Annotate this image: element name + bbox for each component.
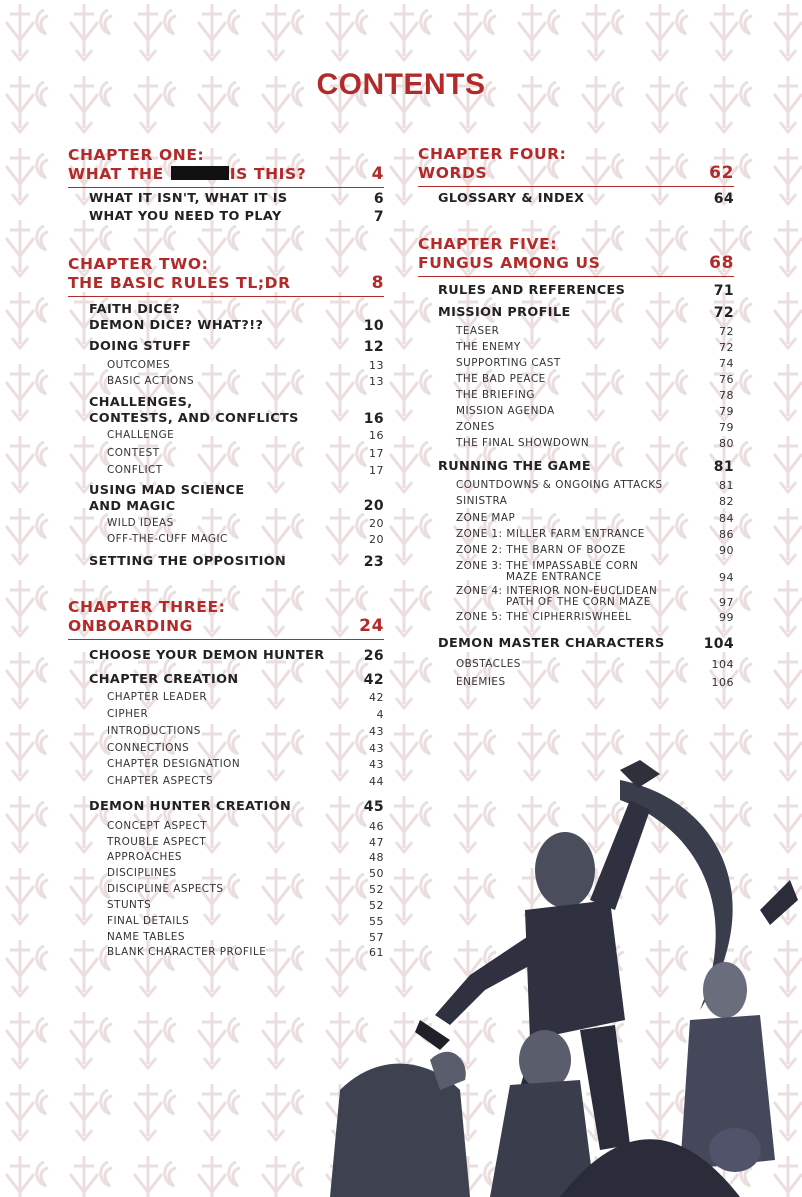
toc-subentry[interactable]: INTRODUCTIONS 43: [107, 725, 384, 738]
page-number: 68: [709, 253, 734, 273]
toc-entry[interactable]: DEMON MASTER CHARACTERS 104: [438, 636, 734, 652]
zombie-head: [709, 1128, 761, 1172]
toc-subentry[interactable]: ZONE 3: THE IMPASSABLE CORN MAZE ENTRANCE 94: [456, 560, 734, 584]
toc-subentry[interactable]: SINISTRA 82: [456, 495, 734, 508]
toc-subentry[interactable]: ZONE 2: THE BARN OF BOOZE 90: [456, 544, 734, 557]
toc-subentry[interactable]: TROUBLE ASPECT 47: [107, 836, 384, 849]
toc-subentry[interactable]: OUTCOMES 13: [107, 359, 384, 372]
toc-entry[interactable]: RUNNING THE GAME 81: [438, 459, 734, 475]
toc-subentry[interactable]: BLANK CHARACTER PROFILE 61: [107, 946, 384, 959]
divider: [68, 639, 384, 640]
toc-entry[interactable]: DOING STUFF 12: [89, 339, 384, 355]
chapter-label: CHAPTER FIVE:: [418, 235, 558, 253]
hero-arm-gun: [435, 935, 540, 1025]
chapter-label: CHAPTER THREE:: [68, 598, 226, 616]
toc-subentry[interactable]: DISCIPLINES 50: [107, 867, 384, 880]
toc-subentry[interactable]: FINAL DETAILS 55: [107, 915, 384, 928]
chapter-three-heading[interactable]: [68, 598, 384, 638]
toc-subentry[interactable]: CIPHER 4: [107, 708, 384, 721]
toc-subentry[interactable]: ZONE MAP 84: [456, 512, 734, 525]
toc-subentry[interactable]: NAME TABLES 57: [107, 931, 384, 944]
hero-arm: [590, 800, 650, 910]
toc-subentry[interactable]: WILD IDEAS 20: [107, 517, 384, 530]
zombie-head: [703, 962, 747, 1018]
toc-entry[interactable]: WHAT IT ISN'T, WHAT IT IS 6: [89, 191, 384, 207]
chapter-title: THE BASIC RULES TL;DR: [68, 274, 291, 292]
divider: [418, 186, 734, 187]
toc-entry[interactable]: CHALLENGES, CONTESTS, AND CONFLICTS 16: [89, 395, 384, 427]
chapter-title: WORDS: [418, 164, 488, 182]
page-number: 8: [371, 273, 384, 293]
toc-subentry[interactable]: THE BAD PEACE 76: [456, 373, 734, 386]
toc-subentry[interactable]: CHALLENGE 16: [107, 429, 384, 442]
divider: [418, 276, 734, 277]
toc-subentry[interactable]: THE ENEMY 72: [456, 341, 734, 354]
toc-subentry[interactable]: THE FINAL SHOWDOWN 80: [456, 437, 734, 450]
toc-subentry[interactable]: TEASER 72: [456, 325, 734, 338]
toc-subentry[interactable]: STUNTS 52: [107, 899, 384, 912]
toc-subentry[interactable]: THE BRIEFING 78: [456, 389, 734, 402]
chapter-one-heading[interactable]: [68, 146, 384, 186]
divider: [68, 296, 384, 297]
page-title: CONTENTS: [316, 68, 486, 101]
page-number: 24: [359, 616, 384, 636]
chapter-label: CHAPTER ONE:: [68, 146, 205, 164]
toc-subentry[interactable]: CHAPTER ASPECTS 44: [107, 775, 384, 788]
toc-subentry[interactable]: ZONE 1: MILLER FARM ENTRANCE 86: [456, 528, 734, 541]
zombie-head: [519, 1030, 571, 1090]
toc-subentry[interactable]: CONFLICT 17: [107, 464, 384, 477]
toc-subentry[interactable]: ENEMIES 106: [456, 676, 734, 689]
toc-entry[interactable]: FAITH DICE? DEMON DICE? WHAT?!? 10: [89, 302, 384, 334]
toc-entry[interactable]: SETTING THE OPPOSITION 23: [89, 554, 384, 570]
chapter-title: ONBOARDING: [68, 617, 193, 635]
page-number: 4: [371, 164, 384, 184]
toc-entry[interactable]: CHAPTER CREATION 42: [89, 672, 384, 688]
toc-subentry[interactable]: ZONES 79: [456, 421, 734, 434]
illustration-demon-hunter: [320, 760, 802, 1197]
toc-subentry[interactable]: APPROACHES 48: [107, 851, 384, 864]
chapter-title: WHAT THE IS THIS?: [68, 165, 307, 183]
gun-icon: [415, 1020, 450, 1050]
chapter-label: CHAPTER TWO:: [68, 255, 209, 273]
toc-subentry[interactable]: ZONE 5: THE CIPHERRISWHEEL 99: [456, 611, 734, 624]
chapter-two-heading[interactable]: [68, 255, 384, 295]
toc-subentry[interactable]: MISSION AGENDA 79: [456, 405, 734, 418]
toc-entry[interactable]: USING MAD SCIENCE AND MAGIC 20: [89, 483, 384, 514]
toc-subentry[interactable]: CONCEPT ASPECT 46: [107, 820, 384, 833]
toc-entry[interactable]: GLOSSARY & INDEX 64: [438, 191, 734, 207]
chapter-four-heading[interactable]: [418, 145, 734, 185]
toc-subentry[interactable]: CHAPTER DESIGNATION 43: [107, 758, 384, 771]
page-number: 62: [709, 163, 734, 183]
toc-subentry[interactable]: OFF-THE-CUFF MAGIC 20: [107, 533, 384, 546]
chapter-label: CHAPTER FOUR:: [418, 145, 567, 163]
toc-entry[interactable]: DEMON HUNTER CREATION 45: [89, 799, 384, 815]
chapter-title: FUNGUS AMONG US: [418, 254, 601, 272]
redaction-bar: [171, 166, 229, 180]
toc-subentry[interactable]: OBSTACLES 104: [456, 658, 734, 671]
toc-subentry[interactable]: ZONE 4: INTERIOR NON-EUCLIDEAN PATH OF THE CORN MAZE 97: [456, 585, 734, 609]
toc-subentry[interactable]: BASIC ACTIONS 13: [107, 375, 384, 388]
toc-subentry[interactable]: CHAPTER LEADER 42: [107, 691, 384, 704]
flying-debris: [760, 880, 798, 925]
toc-entry[interactable]: CHOOSE YOUR DEMON HUNTER 26: [89, 648, 384, 664]
toc-entry[interactable]: MISSION PROFILE 72: [438, 305, 734, 321]
toc-entry[interactable]: WHAT YOU NEED TO PLAY 7: [89, 209, 384, 225]
toc-entry[interactable]: RULES AND REFERENCES 71: [438, 283, 734, 299]
divider: [68, 187, 384, 188]
toc-subentry[interactable]: SUPPORTING CAST 74: [456, 357, 734, 370]
hero-torso: [525, 900, 625, 1040]
toc-subentry[interactable]: CONTEST 17: [107, 447, 384, 460]
toc-subentry[interactable]: DISCIPLINE ASPECTS 52: [107, 883, 384, 896]
chapter-five-heading[interactable]: [418, 235, 734, 275]
hero-head: [535, 832, 595, 908]
toc-subentry[interactable]: COUNTDOWNS & ONGOING ATTACKS 81: [456, 479, 734, 492]
toc-subentry[interactable]: CONNECTIONS 43: [107, 742, 384, 755]
